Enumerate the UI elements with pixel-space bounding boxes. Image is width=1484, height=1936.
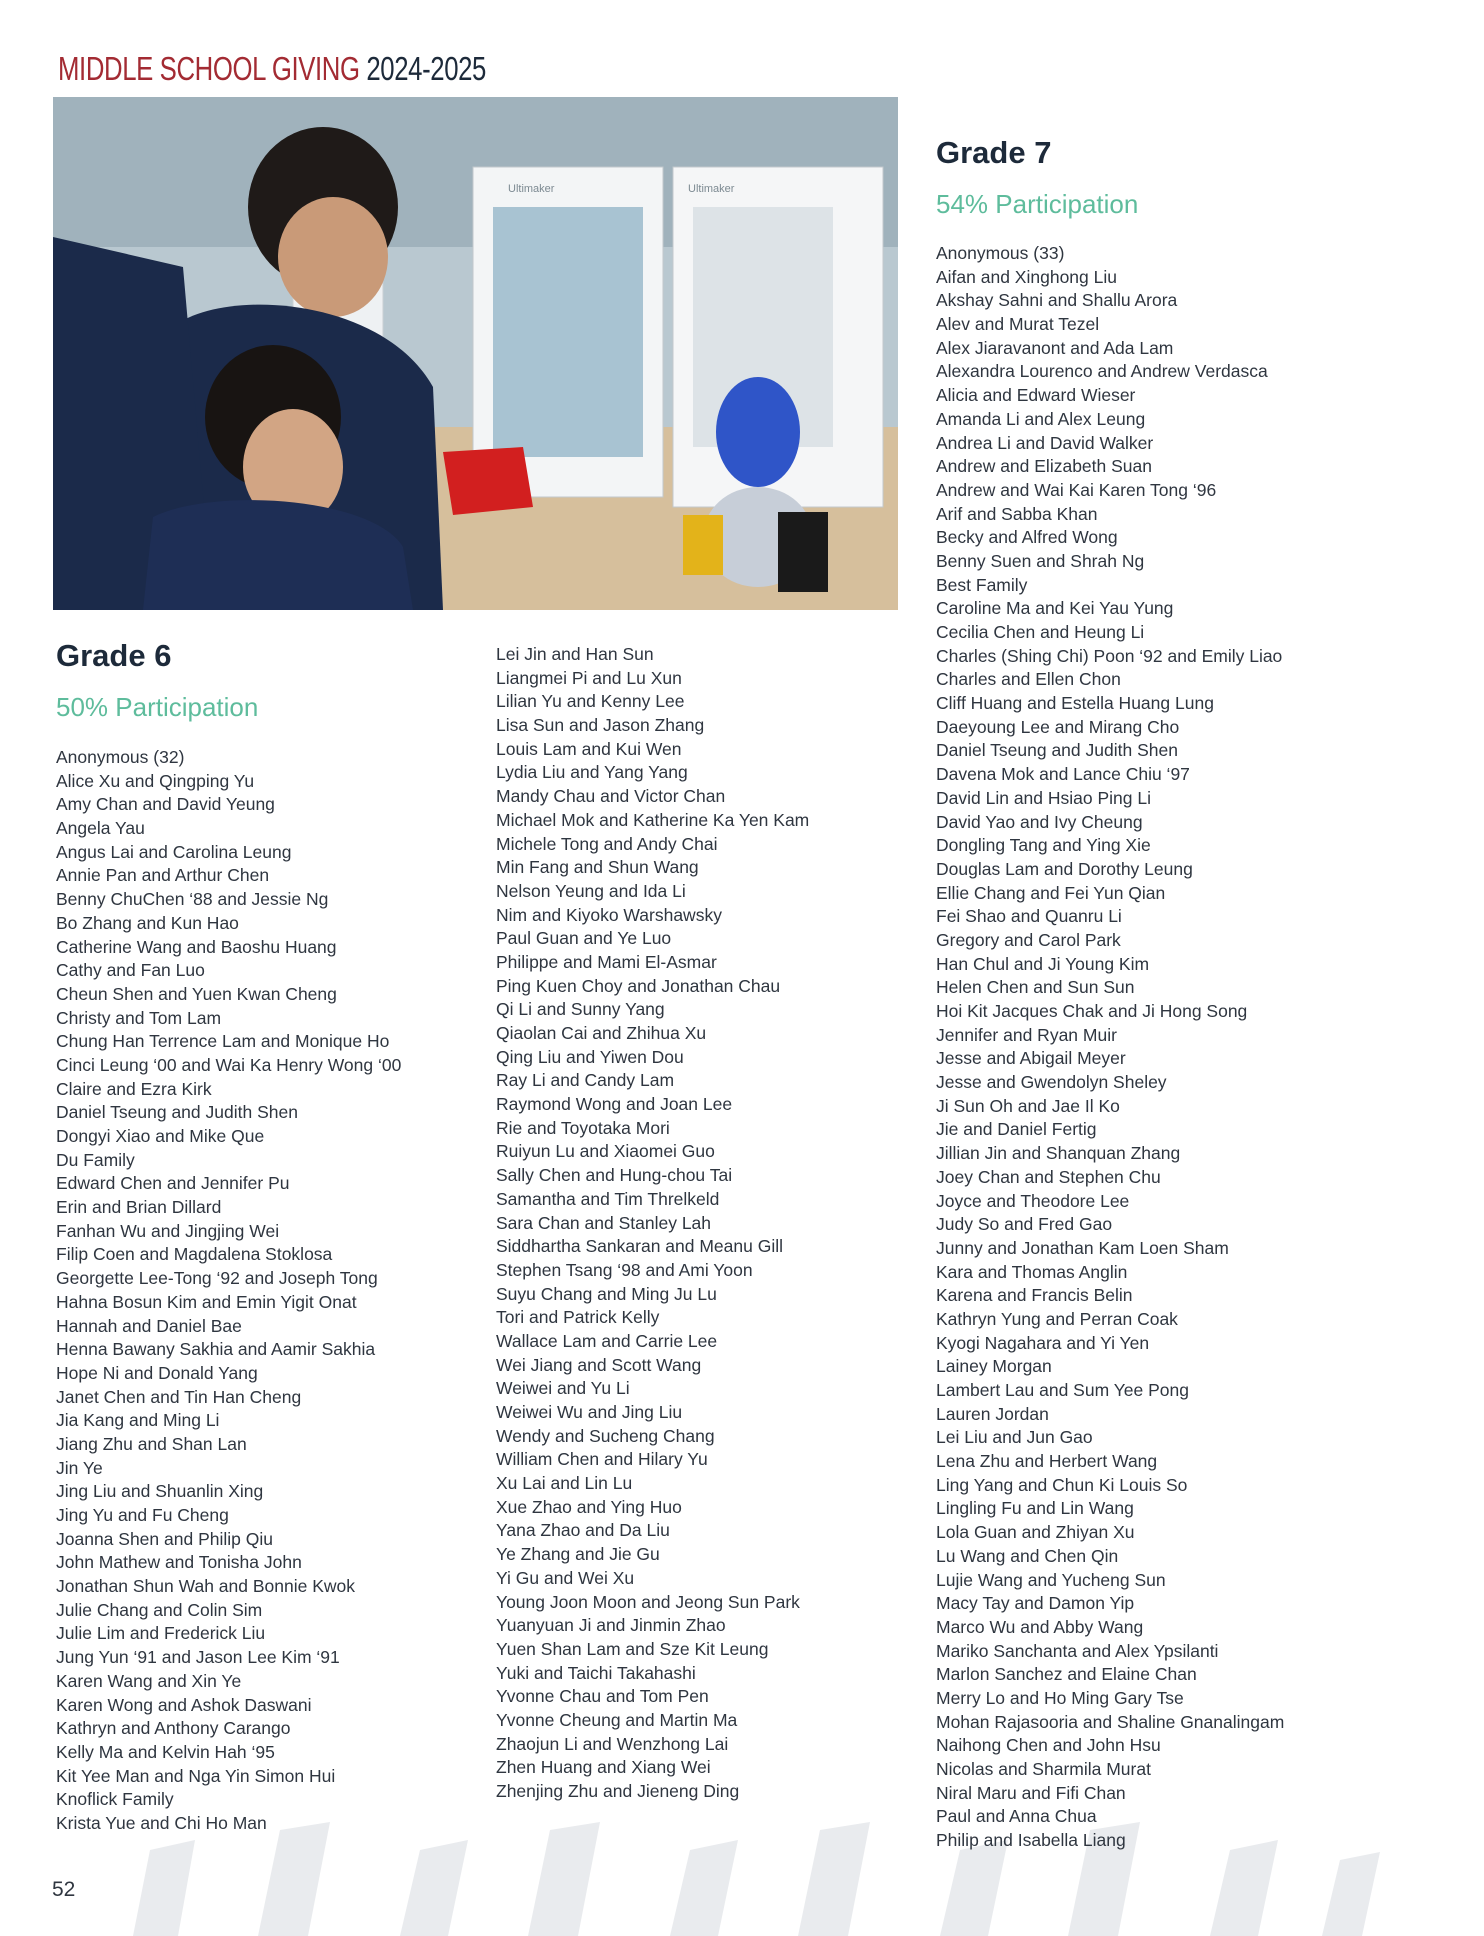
donor-name: Karen Wong and Ashok Daswani xyxy=(56,1694,312,1715)
donor-name: Julie Chang and Colin Sim xyxy=(56,1599,263,1620)
donor-name: Caroline Ma and Kei Yau Yung xyxy=(936,598,1174,619)
donor-name: Kathryn Yung and Perran Coak xyxy=(936,1308,1178,1329)
donor-name: Ping Kuen Choy and Jonathan Chau xyxy=(496,975,781,996)
donor-name: Angus Lai and Carolina Leung xyxy=(56,841,292,862)
donor-name: Krista Yue and Chi Ho Man xyxy=(56,1812,267,1833)
donor-name: Han Chul and Ji Young Kim xyxy=(936,953,1150,974)
donor-name: Cinci Leung ‘00 and Wai Ka Henry Wong ‘00 xyxy=(56,1054,402,1075)
donor-name: Janet Chen and Tin Han Cheng xyxy=(56,1386,302,1407)
donor-name: Lilian Yu and Kenny Lee xyxy=(496,691,685,712)
donor-name: Ray Li and Candy Lam xyxy=(496,1070,675,1091)
grade-7-participation: 54% Participation xyxy=(936,189,1139,219)
donor-name: Hannah and Daniel Bae xyxy=(56,1315,242,1336)
donor-name: Jung Yun ‘91 and Jason Lee Kim ‘91 xyxy=(56,1647,340,1668)
donor-name: Ye Zhang and Jie Gu xyxy=(496,1544,660,1565)
donor-name: Joanna Shen and Philip Qiu xyxy=(56,1528,273,1549)
donor-name: Naihong Chen and John Hsu xyxy=(936,1735,1161,1756)
donor-name: Macy Tay and Damon Yip xyxy=(936,1593,1135,1614)
donor-name: Lu Wang and Chen Qin xyxy=(936,1545,1119,1566)
donor-name: Fanhan Wu and Jingjing Wei xyxy=(56,1220,280,1241)
donor-name: Fei Shao and Quanru Li xyxy=(936,906,1122,927)
donor-name: Weiwei and Yu Li xyxy=(496,1378,630,1399)
donor-name: Kathryn and Anthony Carango xyxy=(56,1718,291,1739)
donor-name: Philip and Isabella Liang xyxy=(936,1830,1126,1851)
donor-name: Alex Jiaravanont and Ada Lam xyxy=(936,337,1174,358)
donor-name: Charles and Ellen Chon xyxy=(936,669,1121,690)
donor-name: Henna Bawany Sakhia and Aamir Sakhia xyxy=(56,1339,376,1360)
donor-name: Davena Mok and Lance Chiu ‘97 xyxy=(936,764,1190,785)
donor-name: Lingling Fu and Lin Wang xyxy=(936,1498,1134,1519)
donor-name: Catherine Wang and Baoshu Huang xyxy=(56,936,337,957)
donor-name: Louis Lam and Kui Wen xyxy=(496,738,682,759)
donor-name: Paul Guan and Ye Luo xyxy=(496,928,672,949)
donor-name: Joey Chan and Stephen Chu xyxy=(936,1166,1161,1187)
donor-name: Yana Zhao and Da Liu xyxy=(496,1520,670,1541)
donor-name: Dongyi Xiao and Mike Que xyxy=(56,1126,265,1146)
donor-name: Daniel Tseung and Judith Shen xyxy=(936,740,1178,761)
donor-name: Siddhartha Sankaran and Meanu Gill xyxy=(496,1236,783,1257)
students-3d-printer-photo xyxy=(53,97,898,610)
donor-name: Akshay Sahni and Shallu Arora xyxy=(936,290,1178,311)
donor-name: Mariko Sanchanta and Alex Ypsilanti xyxy=(936,1640,1219,1661)
donor-name: Weiwei Wu and Jing Liu xyxy=(496,1402,683,1422)
donor-name: Du Family xyxy=(56,1149,135,1170)
donor-name: Anonymous (33) xyxy=(936,243,1065,263)
donor-name: Ling Yang and Chun Ki Louis So xyxy=(936,1474,1188,1495)
grade-7-heading: Grade 7 xyxy=(936,135,1052,170)
donor-name: Liangmei Pi and Lu Xun xyxy=(496,667,682,688)
donor-name: Xu Lai and Lin Lu xyxy=(496,1473,633,1494)
page-title-accent: MIDDLE SCHOOL GIVING xyxy=(58,50,360,87)
donor-name: Amy Chan and David Yeung xyxy=(56,794,275,815)
donor-name: Lujie Wang and Yucheng Sun xyxy=(936,1569,1166,1590)
donor-name: Jiang Zhu and Shan Lan xyxy=(56,1433,247,1454)
donor-name: David Lin and Hsiao Ping Li xyxy=(936,787,1151,808)
donor-name: Stephen Tsang ‘98 and Ami Yoon xyxy=(496,1259,753,1280)
donor-name: Julie Lim and Frederick Liu xyxy=(56,1623,266,1644)
donor-name: Cecilia Chen and Heung Li xyxy=(936,622,1145,642)
donor-name: Jonathan Shun Wah and Bonnie Kwok xyxy=(56,1576,356,1597)
donor-name: Cathy and Fan Luo xyxy=(56,960,205,981)
donor-name: Nim and Kiyoko Warshawsky xyxy=(496,904,722,925)
donor-name: Zhaojun Li and Wenzhong Lai xyxy=(496,1733,729,1754)
donor-name: Ruiyun Lu and Xiaomei Guo xyxy=(496,1141,715,1162)
donor-name: Best Family xyxy=(936,574,1028,595)
donor-name: Qi Li and Sunny Yang xyxy=(496,999,665,1020)
donor-name: Mandy Chau and Victor Chan xyxy=(496,786,726,807)
donor-name: Michael Mok and Katherine Ka Yen Kam xyxy=(496,809,810,830)
donor-name: Karena and Francis Belin xyxy=(936,1285,1133,1306)
donor-name: Douglas Lam and Dorothy Leung xyxy=(936,858,1193,879)
donor-name: Sally Chen and Hung-chou Tai xyxy=(496,1165,733,1186)
grade-6-donor-list-column-1 xyxy=(56,746,401,1836)
page-title xyxy=(58,50,486,88)
donor-name: Edward Chen and Jennifer Pu xyxy=(56,1173,290,1194)
donor-name: Marlon Sanchez and Elaine Chan xyxy=(936,1664,1197,1685)
donor-name: Wei Jiang and Scott Wang xyxy=(496,1354,702,1375)
donor-name: John Mathew and Tonisha John xyxy=(56,1552,302,1573)
donor-name: Jesse and Gwendolyn Sheley xyxy=(936,1072,1167,1093)
donor-name: Lena Zhu and Herbert Wang xyxy=(936,1451,1158,1472)
grade-6-donor-list-column-2 xyxy=(496,643,809,1804)
donor-name: Zhenjing Zhu and Jieneng Ding xyxy=(496,1781,740,1801)
donor-name: Lainey Morgan xyxy=(936,1356,1052,1377)
donor-name: Christy and Tom Lam xyxy=(56,1007,222,1028)
donor-name: Angela Yau xyxy=(56,818,145,839)
grade-6-heading: Grade 6 xyxy=(56,638,172,673)
donor-name: Min Fang and Shun Wang xyxy=(496,857,699,878)
donor-name: Hahna Bosun Kim and Emin Yigit Onat xyxy=(56,1291,357,1312)
donor-name: Jing Liu and Shuanlin Xing xyxy=(56,1481,264,1502)
donor-name: Xue Zhao and Ying Huo xyxy=(496,1496,682,1517)
donor-name: Lisa Sun and Jason Zhang xyxy=(496,715,705,736)
donor-name: Hope Ni and Donald Yang xyxy=(56,1362,258,1383)
donor-name: Alice Xu and Qingping Yu xyxy=(56,770,255,791)
donor-name: Gregory and Carol Park xyxy=(936,929,1121,950)
donor-name: Benny Suen and Shrah Ng xyxy=(936,550,1145,571)
donor-name: Alexandra Lourenco and Andrew Verdasca xyxy=(936,361,1268,382)
donor-name: Tori and Patrick Kelly xyxy=(496,1307,660,1328)
donor-name: Lola Guan and Zhiyan Xu xyxy=(936,1522,1135,1543)
donor-name: Bo Zhang and Kun Hao xyxy=(56,912,239,933)
donor-name: Daniel Tseung and Judith Shen xyxy=(56,1102,298,1123)
donor-name: Benny ChuChen ‘88 and Jessie Ng xyxy=(56,889,329,910)
donor-name: Helen Chen and Sun Sun xyxy=(936,977,1135,998)
donor-name: Andrew and Wai Kai Karen Tong ‘96 xyxy=(936,479,1217,500)
donor-name: Jie and Daniel Fertig xyxy=(936,1119,1097,1140)
donor-name: Kelly Ma and Kelvin Hah ‘95 xyxy=(56,1741,275,1762)
donor-name: Jing Yu and Fu Cheng xyxy=(56,1505,229,1525)
donor-name: Lei Jin and Han Sun xyxy=(496,644,654,664)
donor-name: Knoflick Family xyxy=(56,1789,174,1810)
donor-name: Qing Liu and Yiwen Dou xyxy=(496,1046,684,1067)
grade-6-participation: 50% Participation xyxy=(56,692,259,722)
donor-name: Lydia Liu and Yang Yang xyxy=(496,762,688,783)
printer-brand-label-2: Ultimaker xyxy=(688,183,735,195)
donor-name: Charles (Shing Chi) Poon ‘92 and Emily Liao xyxy=(936,645,1283,666)
donor-name: Qiaolan Cai and Zhihua Xu xyxy=(496,1023,707,1043)
donor-name: Yi Gu and Wei Xu xyxy=(496,1567,635,1588)
donor-name: Cheun Shen and Yuen Kwan Cheng xyxy=(56,983,337,1004)
donor-name: Mohan Rajasooria and Shaline Gnanalingam xyxy=(936,1711,1285,1732)
printer-brand-label-1: Ultimaker xyxy=(508,183,555,195)
donor-name: Amanda Li and Alex Leung xyxy=(936,408,1146,429)
donor-name: Jin Ye xyxy=(56,1457,103,1478)
donor-name: Andrea Li and David Walker xyxy=(936,432,1154,453)
donor-name: Ji Sun Oh and Jae Il Ko xyxy=(936,1095,1120,1116)
donor-name: Becky and Alfred Wong xyxy=(936,527,1118,548)
donor-name: Dongling Tang and Ying Xie xyxy=(936,835,1151,856)
donor-name: Raymond Wong and Joan Lee xyxy=(496,1094,733,1115)
donor-name: Wendy and Sucheng Chang xyxy=(496,1425,715,1446)
donor-name: Ellie Chang and Fei Yun Qian xyxy=(936,882,1166,903)
donor-name: Jillian Jin and Shanquan Zhang xyxy=(936,1143,1181,1164)
donor-name: Judy So and Fred Gao xyxy=(936,1214,1113,1235)
donor-name: Junny and Jonathan Kam Loen Sham xyxy=(936,1237,1229,1258)
donor-name: Wallace Lam and Carrie Lee xyxy=(496,1330,718,1351)
donor-name: Sara Chan and Stanley Lah xyxy=(496,1212,712,1233)
donor-name: Jennifer and Ryan Muir xyxy=(936,1024,1117,1045)
donor-name: Georgette Lee-Tong ‘92 and Joseph Tong xyxy=(56,1268,378,1289)
donor-name: Paul and Anna Chua xyxy=(936,1806,1097,1827)
donor-name: Yvonne Cheung and Martin Ma xyxy=(496,1709,738,1730)
donor-name: Cliff Huang and Estella Huang Lung xyxy=(936,693,1214,714)
donor-name: Zhen Huang and Xiang Wei xyxy=(496,1757,711,1778)
donor-name: Kara and Thomas Anglin xyxy=(936,1261,1128,1282)
donor-name: Suyu Chang and Ming Ju Lu xyxy=(496,1283,717,1304)
donor-name: Merry Lo and Ho Ming Gary Tse xyxy=(936,1687,1184,1708)
page-number: 52 xyxy=(52,1878,76,1901)
grade-7-donor-list xyxy=(936,242,1284,1853)
donor-name: Chung Han Terrence Lam and Monique Ho xyxy=(56,1031,390,1052)
donor-name: Alev and Murat Tezel xyxy=(936,314,1100,335)
donor-name: Aifan and Xinghong Liu xyxy=(936,266,1117,287)
donor-name: Jia Kang and Ming Li xyxy=(56,1410,220,1431)
donor-name: Filip Coen and Magdalena Stoklosa xyxy=(56,1244,333,1265)
donor-name: Lauren Jordan xyxy=(936,1403,1049,1424)
donor-name: Philippe and Mami El-Asmar xyxy=(496,951,717,972)
donor-name: Lei Liu and Jun Gao xyxy=(936,1427,1093,1448)
donor-name: Claire and Ezra Kirk xyxy=(56,1078,212,1099)
donor-name: Annie Pan and Arthur Chen xyxy=(56,865,270,886)
donor-name: Jesse and Abigail Meyer xyxy=(936,1048,1126,1069)
donor-name: Rie and Toyotaka Mori xyxy=(496,1117,670,1138)
donor-name: Hoi Kit Jacques Chak and Ji Hong Song xyxy=(936,1001,1248,1021)
donor-name: William Chen and Hilary Yu xyxy=(496,1449,708,1470)
donor-name: Nicolas and Sharmila Murat xyxy=(936,1759,1151,1779)
donor-name: Anonymous (32) xyxy=(56,747,185,767)
donor-name: Daeyoung Lee and Mirang Cho xyxy=(936,716,1180,737)
donor-name: Arif and Sabba Khan xyxy=(936,503,1098,524)
donor-name: Kit Yee Man and Nga Yin Simon Hui xyxy=(56,1765,336,1786)
donor-name: Alicia and Edward Wieser xyxy=(936,385,1136,406)
donor-name: Andrew and Elizabeth Suan xyxy=(936,456,1152,477)
donor-name: Yuki and Taichi Takahashi xyxy=(496,1662,696,1683)
donor-name: Yuen Shan Lam and Sze Kit Leung xyxy=(496,1638,769,1659)
donor-name: Samantha and Tim Threlkeld xyxy=(496,1188,720,1209)
donor-name: Yvonne Chau and Tom Pen xyxy=(496,1686,709,1707)
donor-name: Marco Wu and Abby Wang xyxy=(936,1616,1144,1637)
donor-name: Kyogi Nagahara and Yi Yen xyxy=(936,1332,1150,1353)
donor-name: Nelson Yeung and Ida Li xyxy=(496,880,686,901)
donor-name: David Yao and Ivy Cheung xyxy=(936,811,1143,832)
donor-name: Joyce and Theodore Lee xyxy=(936,1190,1130,1211)
donor-name: Yuanyuan Ji and Jinmin Zhao xyxy=(496,1615,726,1636)
donor-name: Young Joon Moon and Jeong Sun Park xyxy=(496,1591,800,1612)
donor-name: Lambert Lau and Sum Yee Pong xyxy=(936,1380,1189,1400)
donor-name: Niral Maru and Fifi Chan xyxy=(936,1782,1126,1803)
page-title-years: 2024-2025 xyxy=(366,50,486,87)
donor-name: Michele Tong and Andy Chai xyxy=(496,833,718,854)
donor-name: Karen Wang and Xin Ye xyxy=(56,1670,242,1691)
donor-name: Erin and Brian Dillard xyxy=(56,1197,222,1218)
